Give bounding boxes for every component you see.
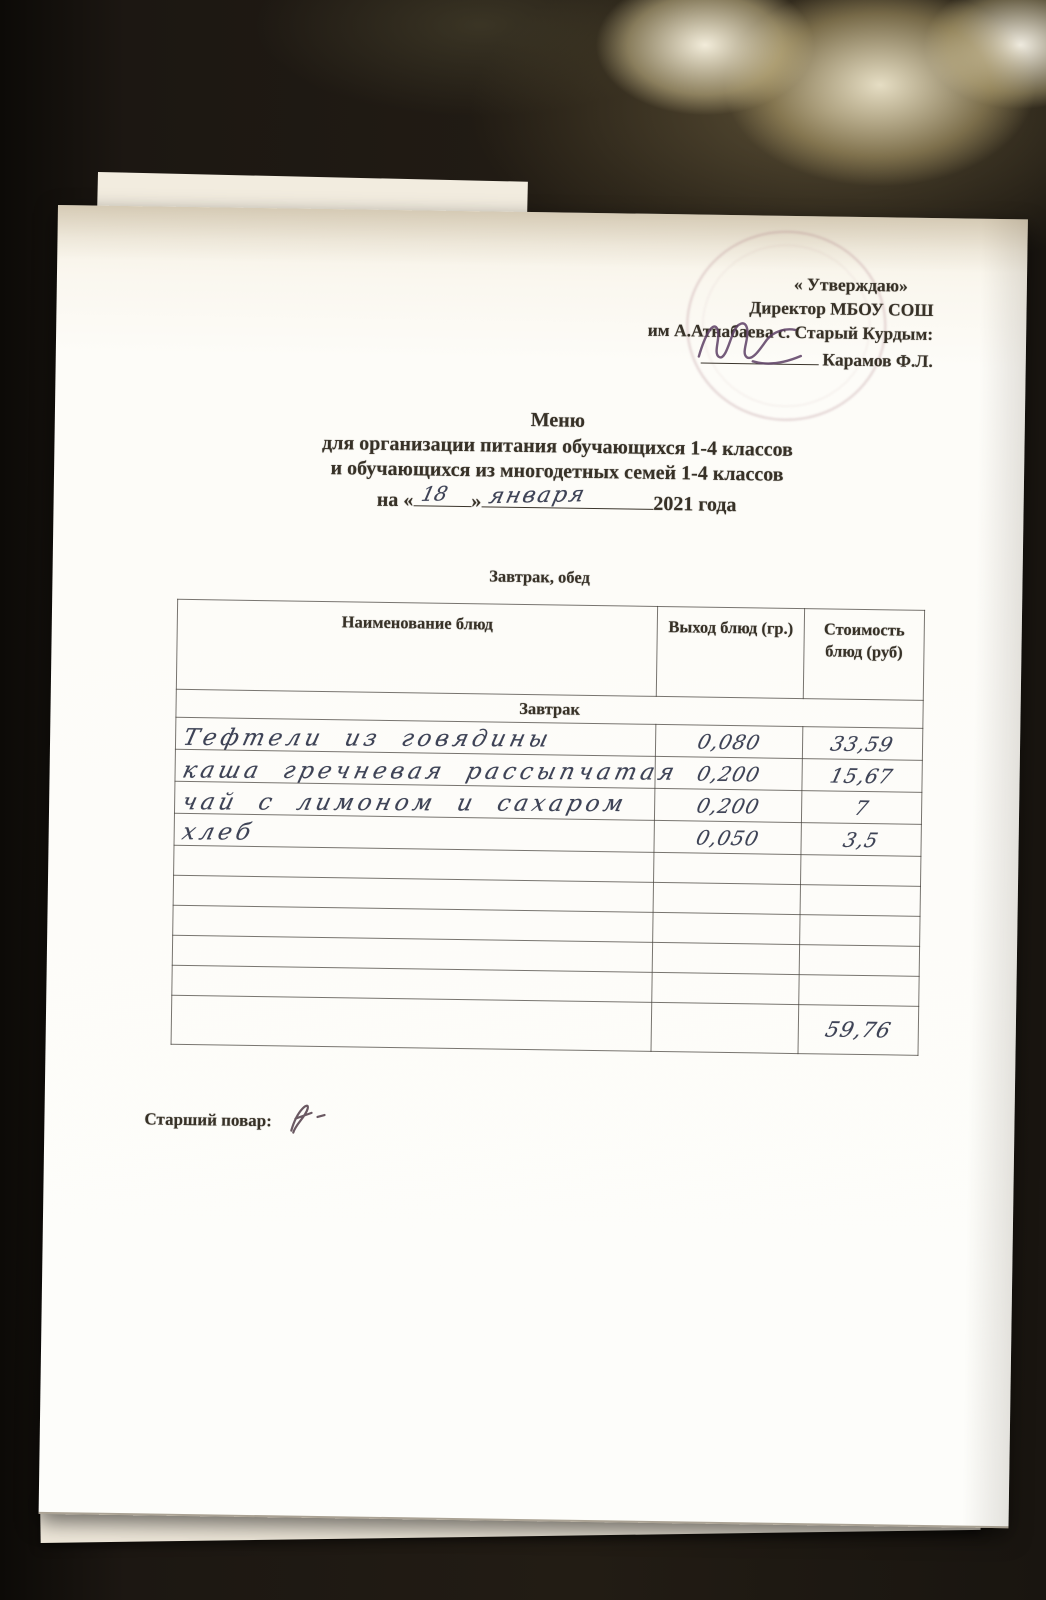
- dish-weight: 0,050: [693, 825, 762, 850]
- header-dish-weight: Выход блюд (гр.): [656, 606, 804, 698]
- date-month-underline: [481, 482, 653, 510]
- table-header-row: [176, 599, 924, 700]
- dish-name: Тефтели из говядины: [180, 724, 555, 753]
- menu-table: [171, 599, 926, 1056]
- title-line-2: для организации питания обучающихся 1-4 классов: [321, 431, 794, 461]
- table-total-row: [171, 995, 919, 1055]
- director-signature-icon: [694, 308, 825, 370]
- approval-block: [647, 270, 934, 373]
- dish-price: 7: [851, 795, 872, 820]
- dish-name: каша гречневая рассыпчатая: [179, 757, 681, 786]
- handwritten-day: 18: [418, 481, 450, 506]
- chef-label: Старший повар:: [144, 1109, 273, 1131]
- date-close-quote: »: [471, 489, 482, 512]
- dish-price: 33,59: [828, 731, 897, 756]
- section-label: Завтрак: [176, 689, 923, 728]
- date-day-underline: [413, 481, 471, 507]
- title-line-1: Меню: [530, 409, 586, 432]
- approval-director-name: Карамов Ф.Л.: [822, 349, 933, 371]
- document-title: [72, 401, 1043, 522]
- dish-name: хлеб: [179, 819, 258, 846]
- header-dish-name: Наименование блюд: [176, 599, 657, 696]
- date-suffix: 2021 года: [653, 492, 737, 516]
- header-dish-price: Стоимость блюд (руб): [803, 609, 924, 701]
- date-prefix: на «: [376, 488, 414, 511]
- approval-line-1: « Утверждаю»: [793, 273, 909, 296]
- dish-weight: 0,200: [694, 761, 763, 786]
- dish-price: 15,67: [828, 763, 897, 788]
- menu-document-page: [39, 205, 1028, 1528]
- signature-underline: [700, 343, 818, 366]
- chef-signature-block: [144, 1094, 336, 1139]
- dish-name: чай с лимоном и сахаром: [179, 789, 630, 818]
- approval-line-2: Директор МБОУ СОШ: [749, 297, 934, 320]
- meal-subtitle: Завтрак, обед: [489, 566, 591, 587]
- dish-weight: 0,200: [694, 793, 763, 818]
- paper-top-shadow: [57, 205, 1028, 273]
- approval-signature-line: [647, 342, 933, 373]
- handwritten-month: января: [486, 482, 589, 510]
- title-line-3: и обучающихся из многодетных семей 1-4 классов: [330, 457, 784, 486]
- dish-price: 3,5: [840, 827, 882, 852]
- chef-signature-icon: [282, 1096, 337, 1139]
- approval-line-3: им А.Атнабаева с. Старый Курдым:: [647, 319, 934, 344]
- dish-weight: 0,080: [695, 729, 764, 754]
- total-price: 59,76: [822, 1017, 894, 1043]
